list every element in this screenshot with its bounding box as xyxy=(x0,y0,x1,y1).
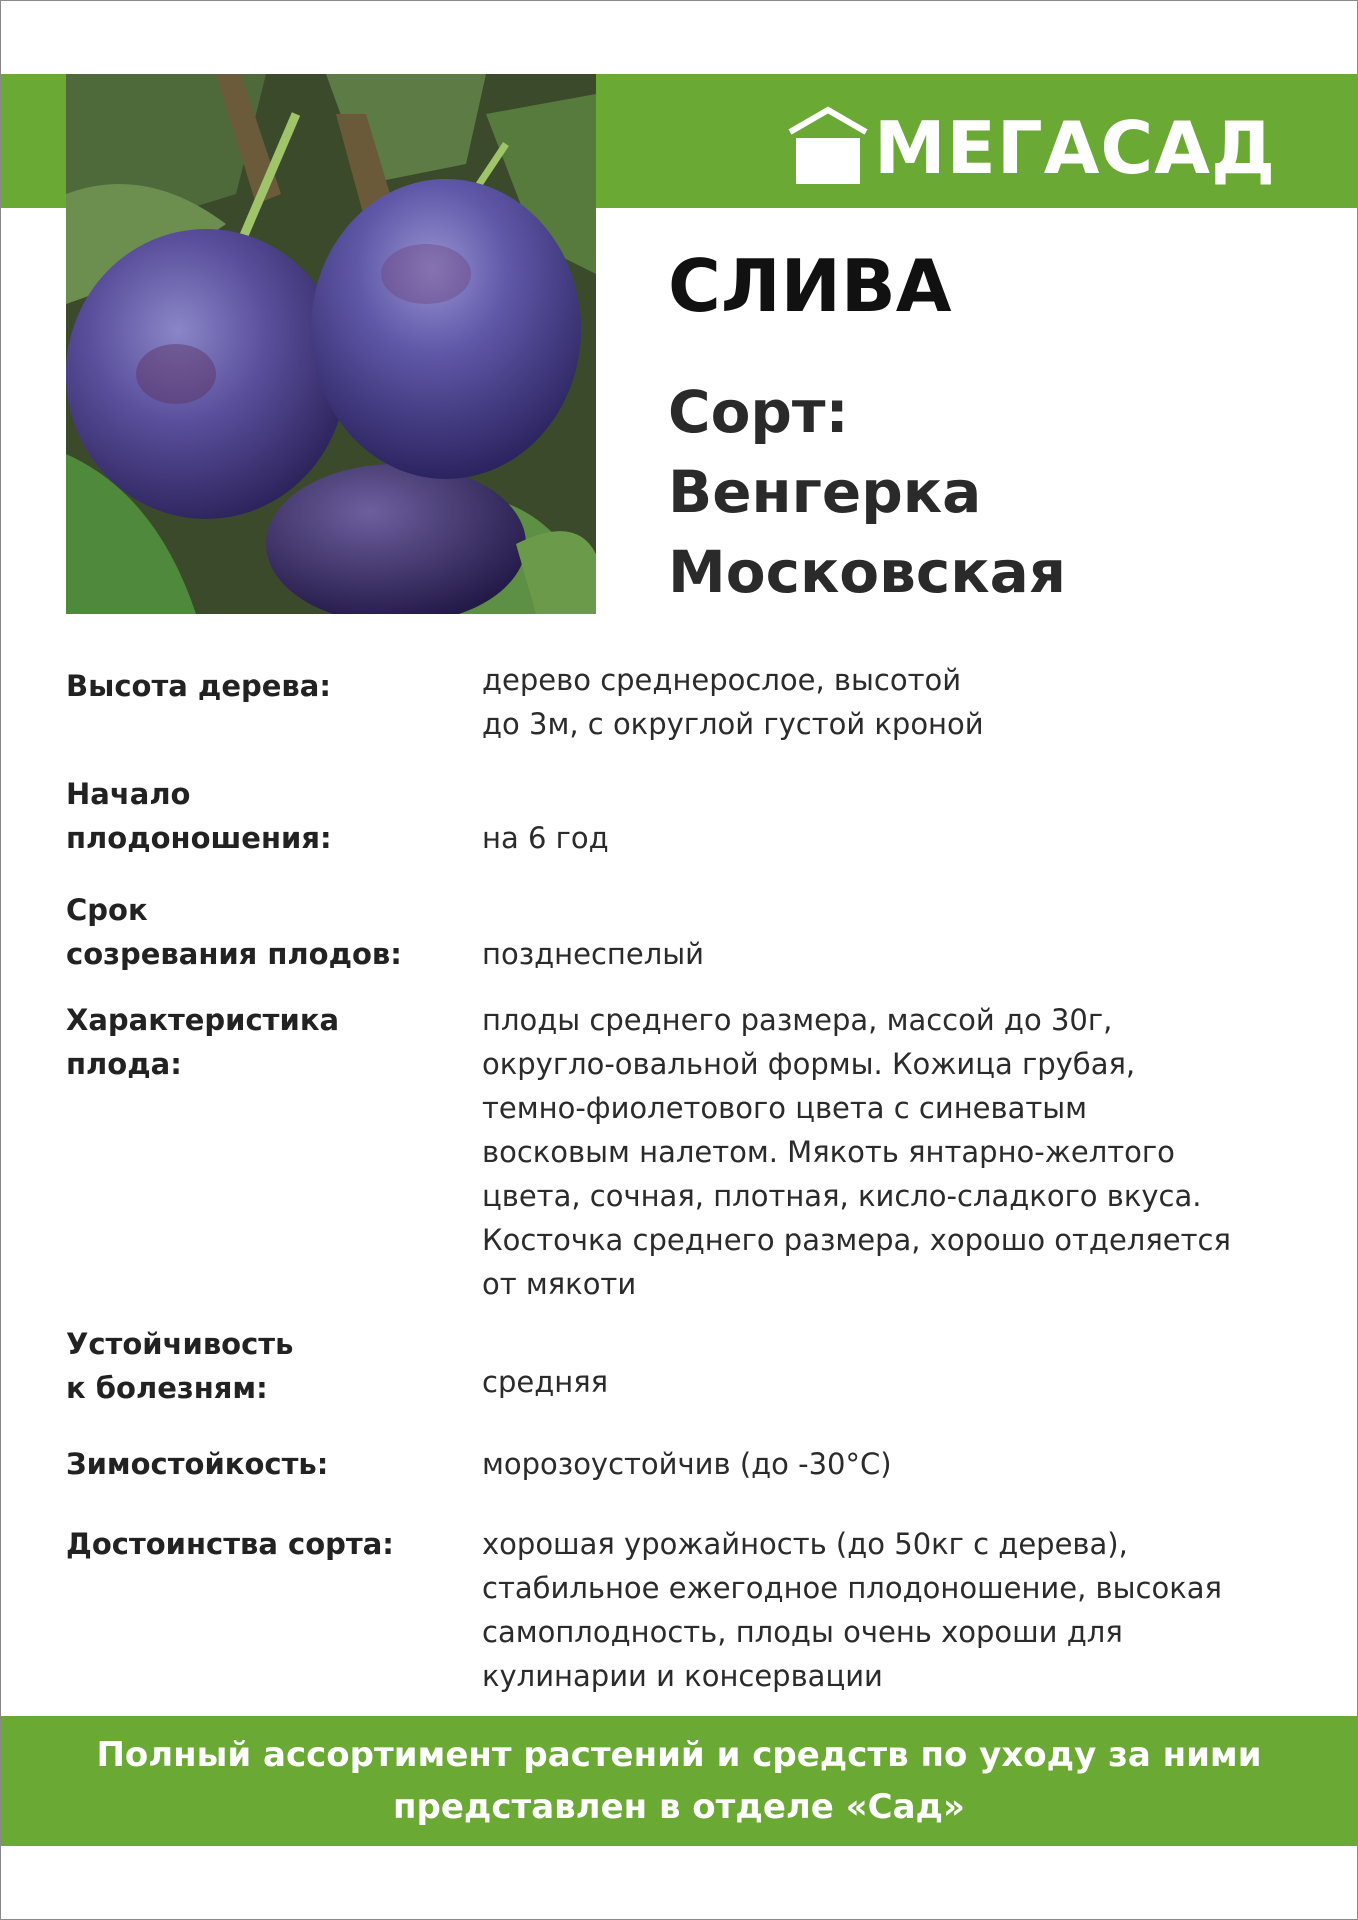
spec-value: средняя xyxy=(482,1365,609,1399)
spec-value: позднеспелый xyxy=(482,937,705,971)
variety-line: Сорт: xyxy=(668,378,849,446)
spec-label: Устойчивость к болезням: xyxy=(66,1327,294,1405)
plum-photo xyxy=(66,74,596,614)
spec-row-ripening xyxy=(66,888,1316,978)
spec-value: плоды среднего размера, массой до 30г, округло-овальной формы. Кожица грубая, темно-фиолетового цвета с синеватым восковым налетом. Мякоть янтарно-желтого цвета, сочная, плотная, кисло-сладкого вкуса. Косточка среднего размера, хорошо отделяется от мякоти xyxy=(482,1003,1231,1301)
house-icon xyxy=(786,104,870,184)
spec-row-height xyxy=(66,658,1316,748)
variety-line: Венгерка xyxy=(668,458,982,526)
spec-row-advantages xyxy=(66,1522,1316,1702)
spec-value: морозоустойчив (до -30°С) xyxy=(482,1447,892,1481)
spec-row-fruiting-start xyxy=(66,772,1316,862)
variety-name xyxy=(668,372,1308,612)
spec-label: Начало плодоношения: xyxy=(66,777,332,855)
plum-illustration xyxy=(66,74,596,614)
spec-label: Достоинства сорта: xyxy=(66,1527,394,1561)
spec-label: Срок созревания плодов: xyxy=(66,893,402,971)
spec-row-winter xyxy=(66,1442,1316,1492)
footer-text: Полный ассортимент растений и средств по уходу за ними представлен в отделе «Сад» xyxy=(96,1735,1262,1827)
brand-logo xyxy=(786,98,1277,190)
spec-label: Высота дерева: xyxy=(66,669,331,703)
spec-label: Зимостойкость: xyxy=(66,1447,329,1481)
spec-value: дерево среднерослое, высотой до 3м, с округлой густой кроной xyxy=(482,663,984,741)
spec-row-fruit xyxy=(66,998,1316,1308)
footer-band xyxy=(1,1716,1357,1846)
variety-line: Московская xyxy=(668,538,1066,606)
brand-name: МЕГАСАД xyxy=(874,106,1277,190)
spec-label: Характеристика плода: xyxy=(66,1003,340,1081)
spec-row-disease xyxy=(66,1322,1316,1412)
spec-value: на 6 год xyxy=(482,821,609,855)
spec-value: хорошая урожайность (до 50кг с дерева), стабильное ежегодное плодоношение, высокая самоплодность, плоды очень хороши для кулинарии и консервации xyxy=(482,1527,1222,1693)
product-title: СЛИВА xyxy=(668,244,952,328)
